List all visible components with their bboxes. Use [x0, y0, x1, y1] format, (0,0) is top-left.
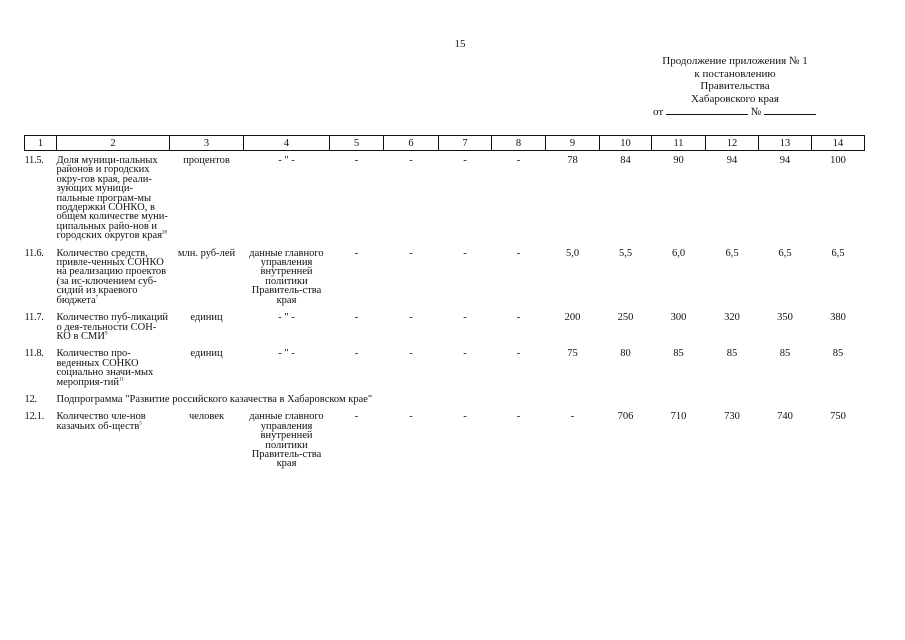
row-number: 11.6. — [24, 247, 44, 259]
unit-cell: единиц — [190, 312, 223, 324]
header-row — [25, 136, 865, 151]
header-cell: 8 — [492, 136, 546, 151]
value-cell: 200 — [564, 312, 581, 324]
value-cell: 750 — [830, 411, 846, 423]
value-cell: 300 — [670, 312, 687, 324]
table-row — [25, 241, 865, 305]
source-cell: данные главного управления внутренней политики Правитель-ства края — [249, 247, 324, 306]
indicator-text: Доля муници-пальных районов и городских окру-гов края, реали-зующих муници-пальные програм-мы поддержки СОНКО, в общем количестве муни-ципальных райо-нов и городских округов края — [56, 155, 168, 242]
header-cell: 6 — [384, 136, 439, 151]
value-cell: - — [354, 247, 359, 259]
unit-cell: процентов — [183, 155, 230, 166]
header-cell: 2 — [57, 136, 170, 151]
appendix-signature-line — [645, 105, 825, 119]
unit-cell: млн. руб-лей — [177, 247, 236, 259]
value-cell: 85 — [832, 348, 844, 360]
value-cell: 94 — [726, 155, 738, 166]
header-cell: 3 — [170, 136, 244, 151]
value-cell: 6,5 — [831, 247, 845, 259]
indicator-name — [57, 151, 170, 241]
source-cell: - " - — [278, 155, 295, 166]
header-cell: 13 — [759, 136, 812, 151]
value-cell: - — [463, 348, 467, 360]
value-cell: - — [516, 411, 521, 423]
from-label: от — [653, 106, 664, 118]
row-number: 11.5. — [24, 155, 44, 166]
appendix-header — [645, 55, 825, 119]
footnote-ref: 5 — [139, 421, 142, 427]
value-cell: 78 — [567, 155, 578, 166]
value-cell: 5,0 — [565, 247, 580, 259]
header-cell: 4 — [244, 136, 330, 151]
value-cell: - — [354, 312, 359, 324]
value-cell: 710 — [670, 411, 687, 423]
appendix-line-2: к постановлению — [694, 67, 776, 80]
header-cell: 11 — [652, 136, 706, 151]
header-cell: 7 — [439, 136, 492, 151]
header-cell: 14 — [812, 136, 865, 151]
appendix-line-3: Правительства — [700, 80, 770, 92]
indicators-table — [24, 135, 865, 469]
value-cell: 84 — [620, 155, 631, 166]
value-cell: 5,5 — [618, 247, 633, 259]
header-cell: 12 — [706, 136, 759, 151]
table-row — [25, 305, 865, 341]
value-cell: - — [354, 411, 359, 423]
row-number: 12. — [24, 393, 37, 405]
unit-cell: единиц — [190, 348, 223, 360]
indicator-text: Количество средств, привле-ченных СОНКО на реализацию проектов (за ис-ключением суб-сидий из краевого бюджета — [56, 247, 167, 306]
footnote-ref: 9 — [104, 331, 108, 337]
table-row — [25, 151, 865, 241]
value-cell: 6,5 — [725, 247, 739, 259]
value-cell: - — [409, 247, 413, 259]
value-cell: 6,5 — [778, 247, 792, 259]
appendix-line-1: Продолжение приложения № 1 — [662, 55, 808, 67]
value-cell: - — [463, 411, 467, 423]
value-cell: 94 — [779, 155, 791, 166]
value-cell: - — [463, 247, 467, 259]
appendix-line-4: Хабаровского края — [691, 92, 779, 105]
value-cell: - — [570, 411, 575, 423]
value-cell: 85 — [726, 348, 738, 360]
value-cell: 250 — [617, 312, 634, 324]
value-cell: 6,0 — [671, 247, 686, 259]
value-cell: 740 — [777, 411, 793, 423]
value-cell: 85 — [673, 348, 684, 360]
row-number: 12.1. — [24, 411, 45, 423]
unit-cell: человек — [188, 411, 225, 423]
value-cell: 90 — [673, 155, 684, 166]
value-cell: - — [516, 348, 521, 360]
source-cell: - " - — [278, 312, 295, 324]
number-blank — [764, 105, 816, 115]
value-cell: 80 — [620, 348, 631, 360]
value-cell: - — [516, 247, 521, 259]
header-cell: 10 — [600, 136, 652, 151]
subprogram-row — [25, 387, 865, 404]
value-cell: 350 — [777, 312, 793, 324]
number-label: № — [750, 106, 762, 118]
header-cell: 9 — [546, 136, 600, 151]
value-cell: - — [516, 312, 521, 324]
indicator-name — [57, 341, 170, 387]
value-cell: 75 — [567, 348, 578, 360]
footnote-ref: 28 — [162, 230, 168, 236]
row-number: 11.7. — [24, 312, 44, 324]
indicator-name — [57, 404, 170, 468]
header-cell: 5 — [330, 136, 384, 151]
value-cell: 706 — [617, 411, 634, 423]
value-cell: 320 — [724, 312, 740, 324]
value-cell: 85 — [779, 348, 791, 360]
value-cell: 730 — [724, 411, 740, 423]
value-cell: - — [463, 155, 467, 166]
footnote-ref: 11 — [118, 377, 124, 383]
subprogram-title: Подпрограмма "Развитие российского казачества в Хабаровском крае" — [56, 393, 373, 405]
date-blank — [666, 105, 748, 115]
source-cell: данные главного управления внутренней политики Правитель-ства края — [249, 411, 324, 470]
value-cell: - — [409, 312, 413, 324]
value-cell: - — [354, 155, 359, 166]
value-cell: - — [409, 348, 413, 360]
table-row — [25, 341, 865, 387]
value-cell: - — [409, 411, 413, 423]
value-cell: 100 — [830, 155, 846, 166]
page-number: 15 — [454, 38, 466, 50]
value-cell: 380 — [830, 312, 846, 324]
row-number: 11.8. — [24, 348, 44, 360]
header-cell: 1 — [25, 136, 57, 151]
indicator-text: Количество про-веденных СОНКО социально значи-мых мероприя-тий — [56, 348, 154, 388]
value-cell: - — [409, 155, 413, 166]
indicator-text: Количество чле-нов казачьих об-ществ — [56, 411, 146, 432]
indicator-text: Количество пуб-ликаций о дея-тельности СОН-КО в СМИ — [56, 312, 169, 342]
indicator-name — [57, 305, 170, 341]
value-cell: - — [516, 155, 521, 166]
value-cell: - — [463, 312, 467, 324]
footnote-ref: 7 — [95, 295, 99, 301]
value-cell: - — [354, 348, 359, 360]
table-row — [25, 404, 865, 468]
source-cell: - " - — [278, 348, 295, 360]
indicator-name — [57, 241, 170, 305]
